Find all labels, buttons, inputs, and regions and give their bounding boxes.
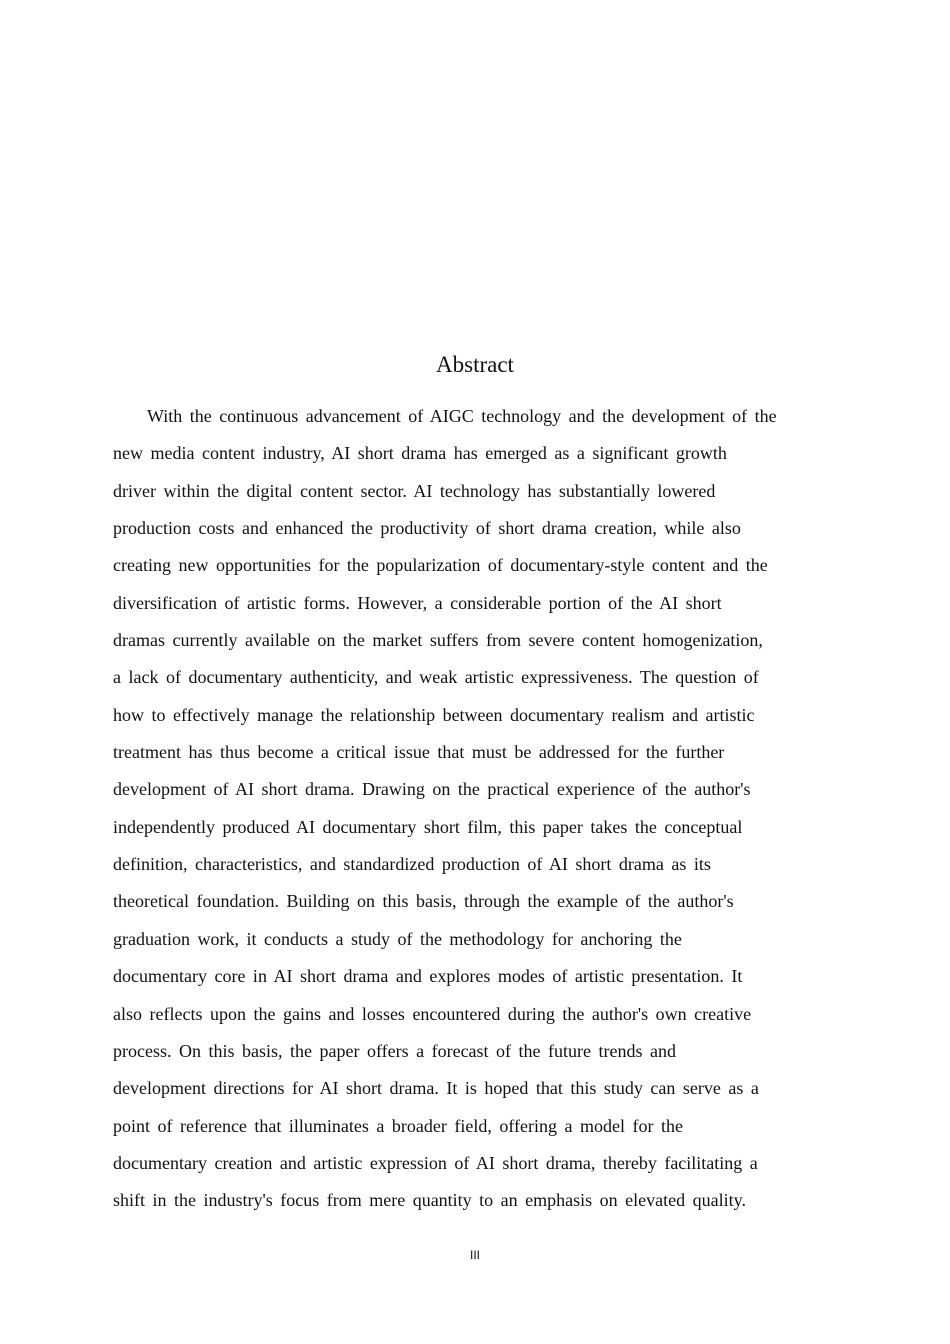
abstract-line: development directions for AI short drama. It is hoped that this study can serve as a [113, 1078, 759, 1099]
abstract-line: point of reference that illuminates a broader field, offering a model for the [113, 1115, 683, 1136]
abstract-line: also reflects upon the gains and losses encountered during the author's own creative [113, 1003, 752, 1024]
abstract-line: dramas currently available on the market suffers from severe content homogenization, [113, 630, 763, 651]
abstract-line: documentary core in AI short drama and explores modes of artistic presentation. It [113, 966, 743, 987]
abstract-line: a lack of documentary authenticity, and weak artistic expressiveness. The question of [113, 667, 759, 688]
abstract-line: graduation work, it conducts a study of the methodology for anchoring the [113, 928, 682, 949]
abstract-line: theoretical foundation. Building on this basis, through the example of the author's [113, 891, 734, 912]
abstract-line: shift in the industry's focus from mere quantity to an emphasis on elevated quality. [113, 1190, 746, 1211]
abstract-line: With the continuous advancement of AIGC technology and the development of the [147, 406, 777, 426]
abstract-body [113, 398, 838, 1220]
abstract-line: development of AI short drama. Drawing on the practical experience of the author's [113, 779, 751, 800]
abstract-line: driver within the digital content sector. AI technology has substantially lowered [113, 480, 716, 501]
abstract-line: new media content industry, AI short drama has emerged as a significant growth [113, 443, 727, 464]
abstract-line: diversification of artistic forms. However, a considerable portion of the AI short [113, 592, 722, 613]
abstract-line: production costs and enhanced the productivity of short drama creation, while also [113, 518, 741, 539]
page-number: III [469, 1248, 480, 1262]
abstract-line: documentary creation and artistic expression of AI short drama, thereby facilitating a [113, 1152, 758, 1173]
abstract-line: independently produced AI documentary short film, this paper takes the conceptual [113, 816, 743, 837]
abstract-line: creating new opportunities for the popularization of documentary-style content and the [113, 555, 768, 576]
abstract-line: how to effectively manage the relationship between documentary realism and artistic [113, 704, 755, 725]
abstract-line: treatment has thus become a critical issue that must be addressed for the further [113, 742, 725, 763]
abstract-line: process. On this basis, the paper offers a forecast of the future trends and [113, 1040, 676, 1061]
page-title: Abstract [436, 352, 514, 377]
abstract-line: definition, characteristics, and standardized production of AI short drama as its [113, 854, 711, 875]
